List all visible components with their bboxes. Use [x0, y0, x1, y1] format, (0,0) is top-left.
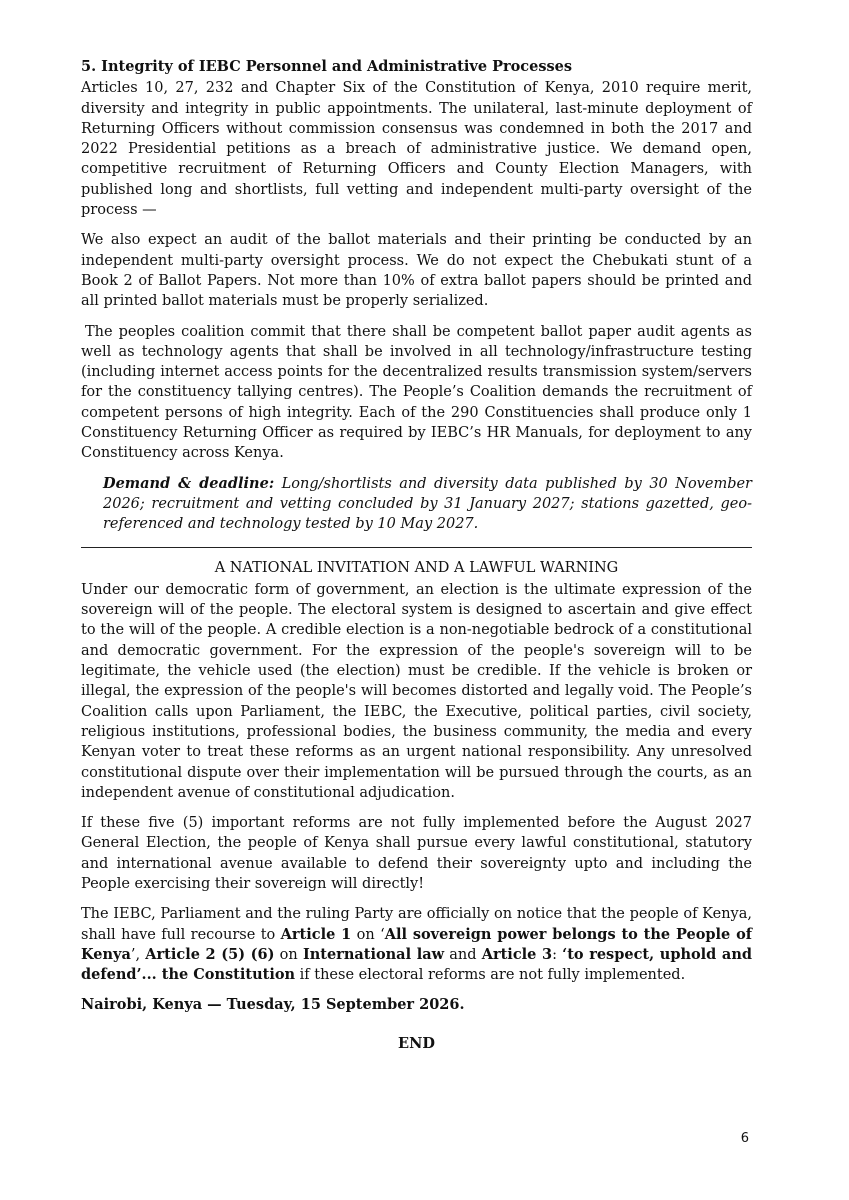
invitation-paragraph-2: If these five (5) important reforms are not fully implemented before the August 2027 General Election, the people of Kenya shall pursue every lawful constitutional, statutory and international avenue available to defend their sovereignty upto and including the People exercising their sovereign will directly!	[81, 815, 752, 892]
bold-run: All sovereign power belongs to the People of Kenya	[81, 925, 752, 963]
bold-run: Article 2 (5) (6)	[145, 945, 275, 963]
bold-run: ‘to respect, uphold and defend’... the Constitution	[81, 945, 753, 984]
text-run: The IEBC, Parliament and the ruling Party are officially on notice that the people of Kenya, shall have full recourse to	[81, 906, 752, 943]
signoff: Nairobi, Kenya — Tuesday, 15 September 2026.	[81, 996, 465, 1014]
demand-label: Demand & deadline:	[103, 474, 275, 492]
text-run: on ‘	[351, 926, 385, 943]
bold-run: Article 3	[481, 945, 553, 963]
text-run: :	[552, 946, 563, 963]
end-marker: END	[398, 1034, 435, 1052]
page-number: 6	[740, 1131, 749, 1146]
text-run: ’,	[130, 946, 146, 963]
text-run: on	[274, 946, 303, 963]
demand-text: Long/shortlists and diversity data published by 30 November 2026; recruitment and vetting concluded by 31 January 2027; stations gazetted, geo-referenced and technology tested by 10 May 2027.	[103, 475, 752, 533]
section-divider	[81, 547, 752, 548]
bold-run: International law	[302, 945, 445, 963]
invitation-heading: A NATIONAL INVITATION AND A LAWFUL WARNING	[214, 559, 619, 576]
invitation-paragraph-1: Under our democratic form of government, an election is the ultimate expression of the sovereign will of the people. The electoral system is designed to ascertain and give effect to the will of the people. A credible election is a non-negotiable bedrock of a constitutional and democratic government. For the expression of the people's sovereign will to be legitimate, the vehicle used (the election) must be credible. If the vehicle is broken or illegal, the expression of the people's will becomes distorted and legally void. The People’s Coalition calls upon Parliament, the IEBC, the Executive, political parties, civil society, religious institutions, professional bodies, the business community, the media and every Kenyan voter to treat these reforms as an urgent national responsibility. Any unresolved constitutional dispute over their implementation will be pursued through the courts, as an independent avenue of constitutional adjudication.	[81, 581, 752, 801]
section-paragraph-3: The peoples coalition commit that there shall be competent ballot paper audit agents as well as technology agents that shall be involved in all technology/infrastructure testing (including internet access points for the decentralized results transmission system/servers for the constituency tallying centres). The People’s Coalition demands the recruitment of competent persons of high integrity. Each of the 290 Constituencies shall produce only 1 Constituency Returning Officer as required by IEBC’s HR Manuals, for deployment to any Constituency across Kenya.	[81, 323, 752, 462]
page-content	[81, 57, 752, 1054]
section-paragraph-1: Articles 10, 27, 232 and Chapter Six of the Constitution of Kenya, 2010 require merit, diversity and integrity in public appointments. The unilateral, last-minute deployment of Returning Officers without commission consensus was condemned in both the 2017 and 2022 Presidential petitions as a breach of administrative justice. We demand open, competitive recruitment of Returning Officers and County Election Managers, with published long and shortlists, full vetting and independent multi-party oversight of the process —	[81, 80, 752, 219]
demand-deadline	[103, 474, 752, 535]
section-paragraph-2: We also expect an audit of the ballot materials and their printing be conducted by an independent multi-party oversight process. We do not expect the Chebukati stunt of a Book 2 of Ballot Papers. Not more than 10% of extra ballot papers should be printed and all printed ballot materials must be properly serialized.	[81, 232, 752, 310]
text-run: and	[444, 946, 482, 963]
section-heading: 5. Integrity of IEBC Personnel and Administrative Processes	[81, 58, 573, 75]
text-run: if these electoral reforms are not fully implemented.	[295, 967, 686, 984]
invitation-paragraph-3	[81, 904, 752, 985]
bold-run: Article 1	[280, 925, 352, 943]
